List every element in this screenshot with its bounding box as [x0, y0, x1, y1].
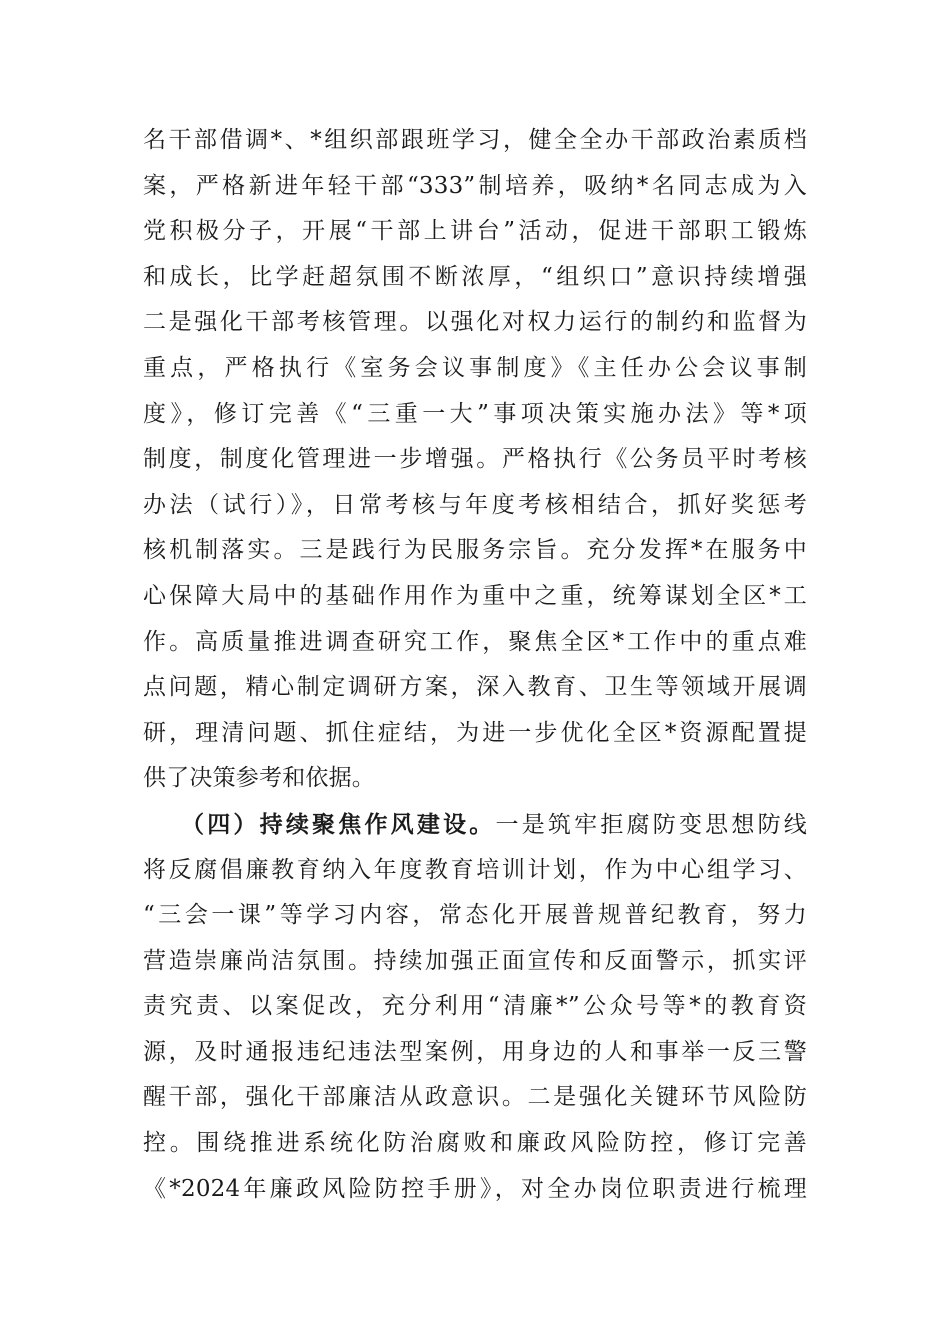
text-line: 和成长，比学赶超氛围不断浓厚，“组织口”意识持续增强 — [143, 263, 807, 290]
text-line: “三会一课”等学习内容，常态化开展普规普纪教育，努力 — [143, 902, 807, 929]
paragraph-1 — [143, 118, 807, 802]
text-line: 营造崇廉尚洁氛围。持续加强正面宣传和反面警示，抓实评 — [143, 947, 807, 974]
text-line: 研，理清问题、抓住症结，为进一步优化全区*资源配置提 — [143, 719, 807, 746]
text-line: 作。高质量推进调查研究工作，聚焦全区*工作中的重点难 — [143, 628, 807, 655]
body-text — [143, 118, 807, 1212]
text-line: 核机制落实。三是践行为民服务宗旨。充分发挥*在服务中 — [143, 537, 807, 564]
text-line: 点问题，精心制定调研方案，深入教育、卫生等领域开展调 — [143, 674, 807, 701]
text-line: 名干部借调*、*组织部跟班学习，健全全办干部政治素质档 — [143, 127, 807, 153]
text-line: 二是强化干部考核管理。以强化对权力运行的制约和监督为 — [143, 309, 807, 336]
text-line: 《*2024年廉政风险防控手册》，对全办岗位职责进行梳理 — [143, 1175, 807, 1202]
text-line: 源，及时通报违纪违法型案例，用身边的人和事举一反三警 — [143, 1038, 807, 1065]
text-line: 度》，修订完善《“三重一大”事项决策实施办法》等*项 — [143, 400, 807, 427]
text-line: 责究责、以案促改，充分利用“清廉*”公众号等*的教育资 — [143, 993, 807, 1020]
text-line: 心保障大局中的基础作用作为重中之重，统筹谋划全区*工 — [143, 582, 807, 609]
text-line: 醒干部，强化干部廉洁从政意识。二是强化关键环节风险防 — [143, 1084, 807, 1111]
text-line: 供了决策参考和依据。 — [143, 765, 375, 792]
text-line: 重点，严格执行《室务会议事制度》《主任办公会议事制 — [143, 354, 807, 381]
text-line: 案，严格新进年轻干部“333”制培养，吸纳*名同志成为入 — [143, 172, 807, 199]
paragraph-2 — [143, 802, 807, 1212]
text-line: 控。围绕推进系统化防治腐败和廉政风险防控，修订完善 — [143, 1130, 807, 1157]
paragraph-heading-line — [143, 802, 807, 848]
text-line: 制度，制度化管理进一步增强。严格执行《公务员平时考核 — [143, 446, 807, 473]
text-line: 将反腐倡廉教育纳入年度教育培训计划，作为中心组学习、 — [143, 856, 807, 883]
section-heading: （四）持续聚焦作风建设。 — [181, 810, 496, 838]
text-line: 党积极分子，开展“干部上讲台”活动，促进干部职工锻炼 — [143, 218, 807, 245]
text-line: 办法（试行）》，日常考核与年度考核相结合，抓好奖惩考 — [143, 491, 807, 518]
text-run: 一是筑牢拒腐防变思想防线 — [495, 811, 807, 838]
